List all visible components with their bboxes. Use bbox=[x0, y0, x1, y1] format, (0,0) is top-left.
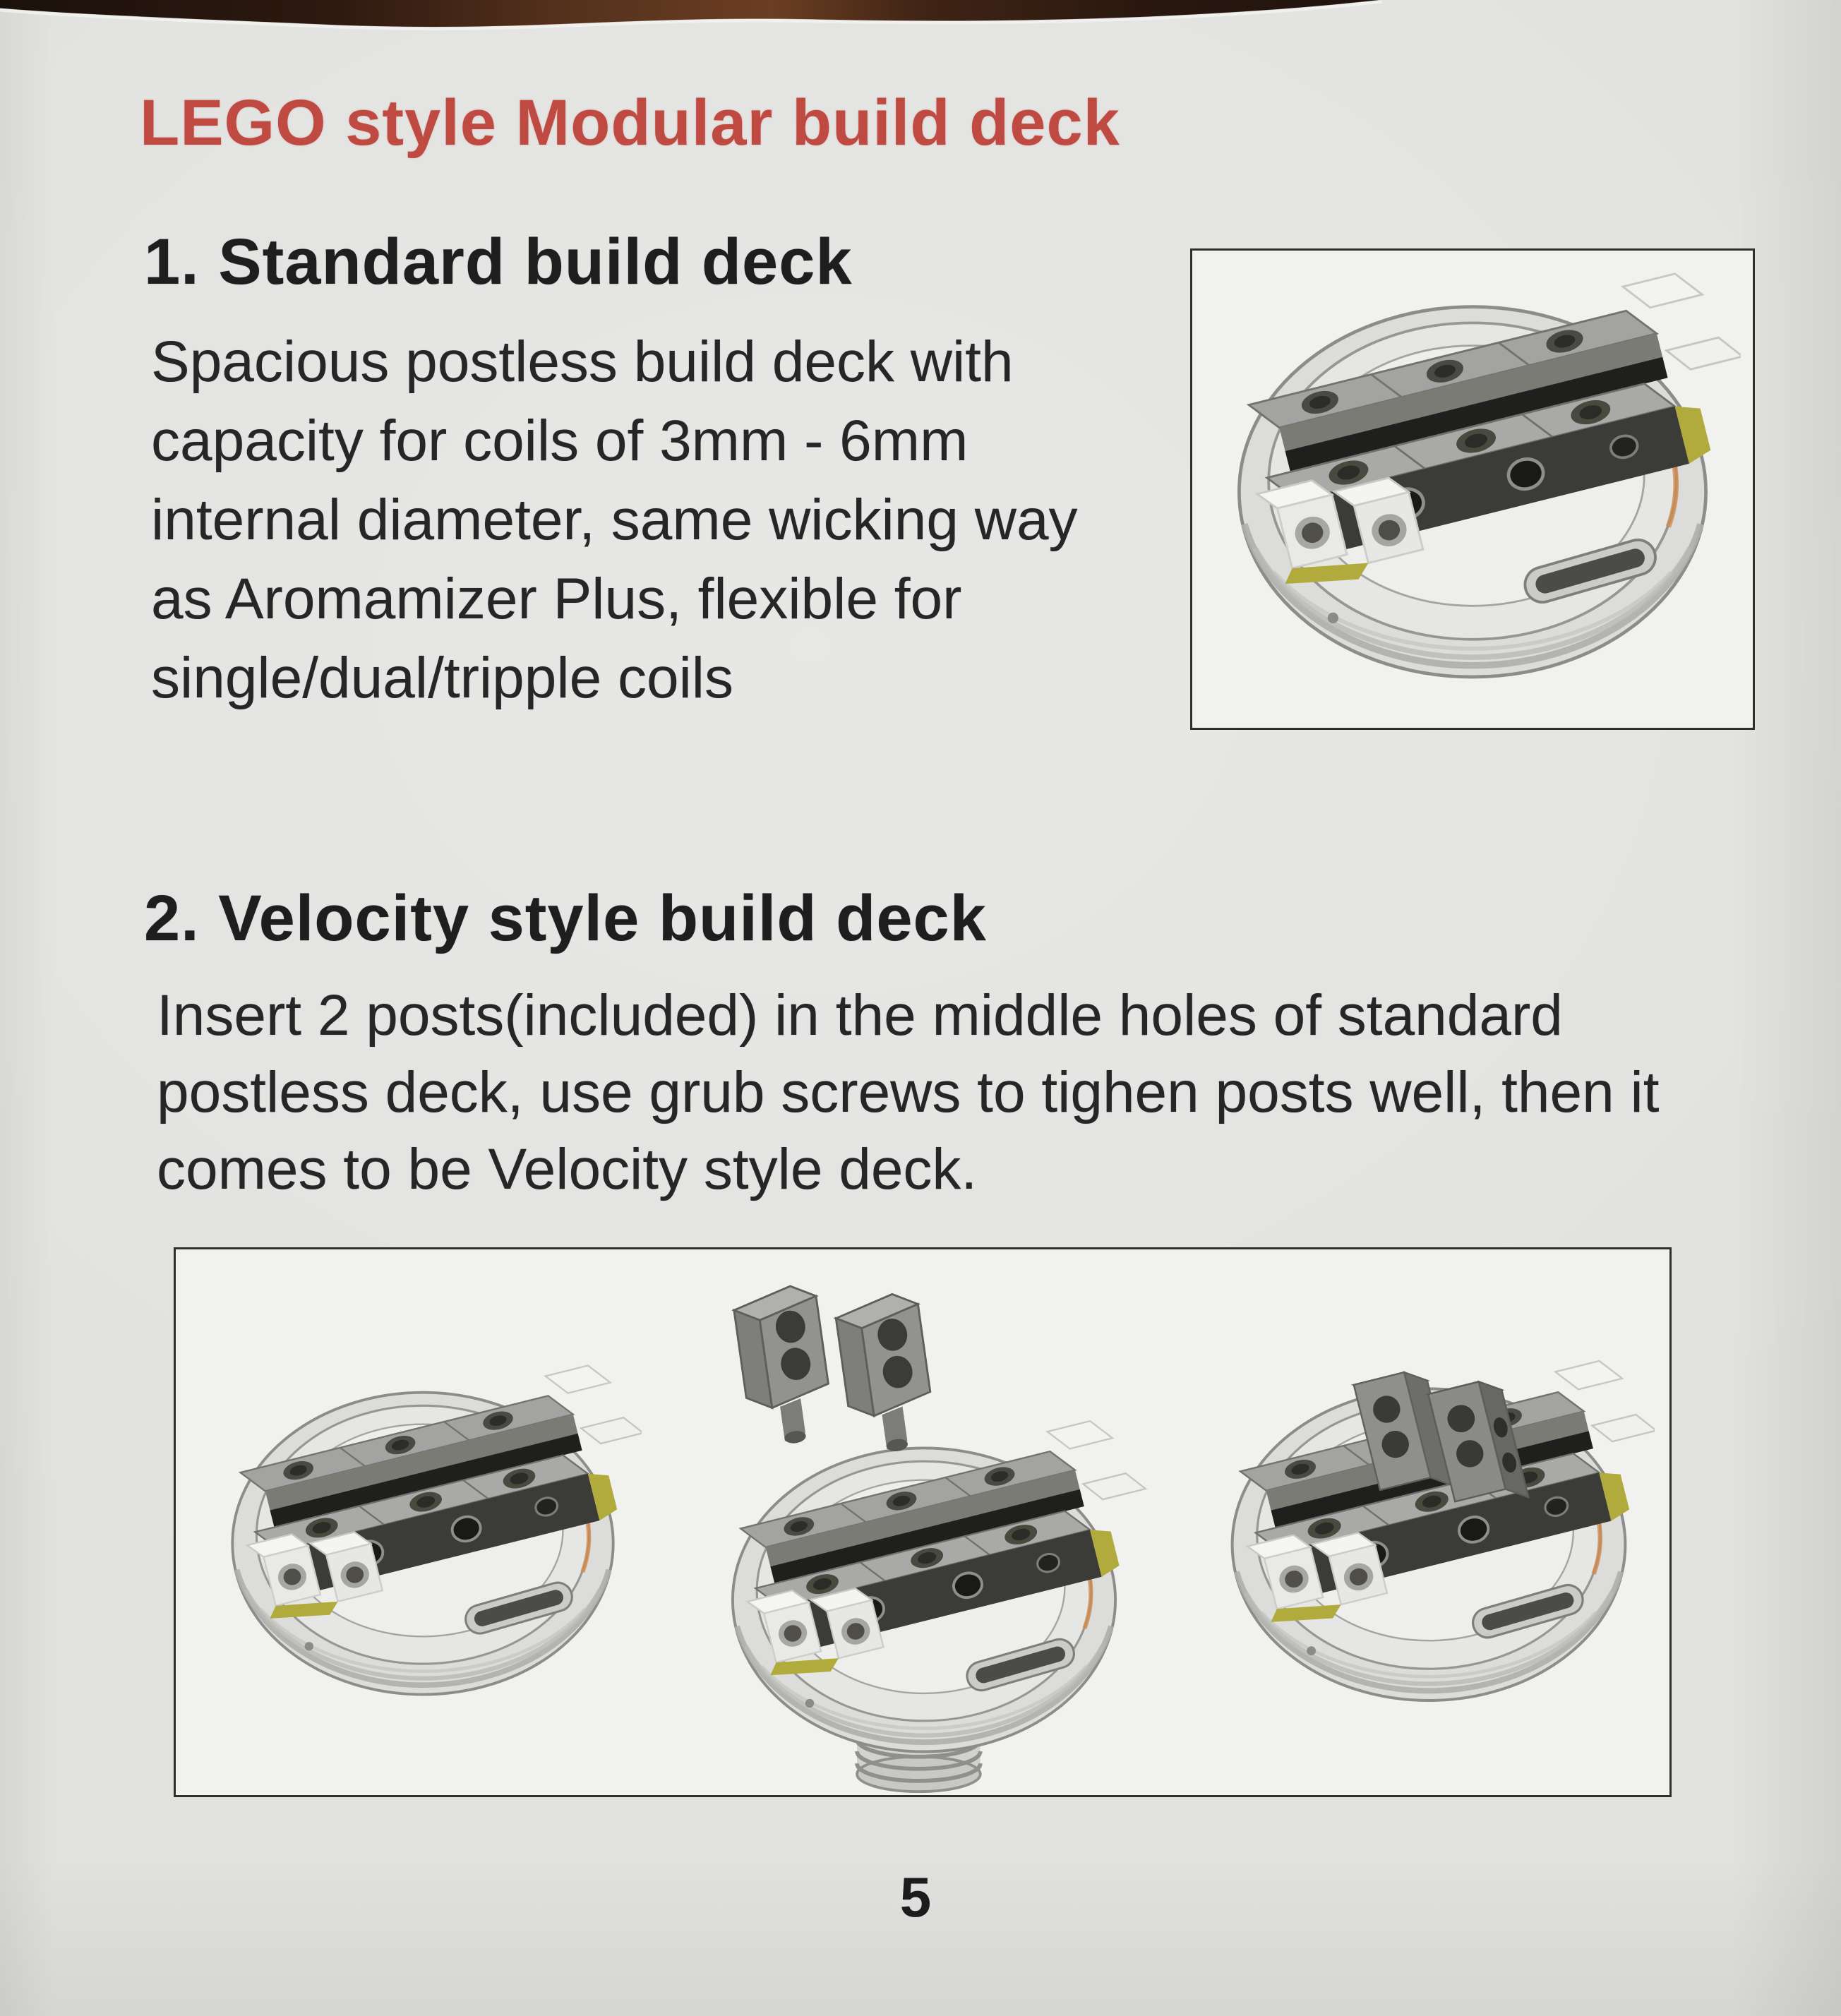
paragraph-line: postless deck, use grub screws to tighen posts well, then it bbox=[157, 1060, 1660, 1124]
section-2-heading: 2. Velocity style build deck bbox=[144, 882, 987, 954]
standard-deck-step-illustration bbox=[204, 1355, 642, 1727]
paragraph-line: as Aromamizer Plus, flexible for bbox=[151, 567, 962, 631]
section-1-heading: 1. Standard build deck bbox=[144, 226, 853, 298]
paragraph-line: Insert 2 posts(included) in the middle holes of standard bbox=[157, 983, 1563, 1048]
page-number: 5 bbox=[899, 1866, 932, 1928]
paragraph-line: comes to be Velocity style deck. bbox=[157, 1137, 978, 1201]
page-title: LEGO style Modular build deck bbox=[140, 87, 1120, 159]
section-2-paragraph bbox=[157, 977, 1660, 1208]
section-1-paragraph bbox=[151, 323, 1078, 718]
wood-background-strip bbox=[0, 0, 1841, 42]
paragraph-line: single/dual/tripple coils bbox=[151, 646, 734, 710]
figure-standard-deck-frame bbox=[1190, 248, 1755, 730]
paragraph-line: capacity for coils of 3mm - 6mm bbox=[151, 409, 969, 473]
standard-deck-illustration bbox=[1204, 261, 1741, 717]
posts-insertion-step-illustration bbox=[656, 1256, 1192, 1793]
figure-velocity-conversion-frame bbox=[174, 1247, 1672, 1797]
paragraph-line: internal diameter, same wicking way bbox=[151, 488, 1078, 552]
paragraph-line: Spacious postless build deck with bbox=[151, 330, 1014, 394]
velocity-deck-step-illustration bbox=[1203, 1316, 1655, 1723]
